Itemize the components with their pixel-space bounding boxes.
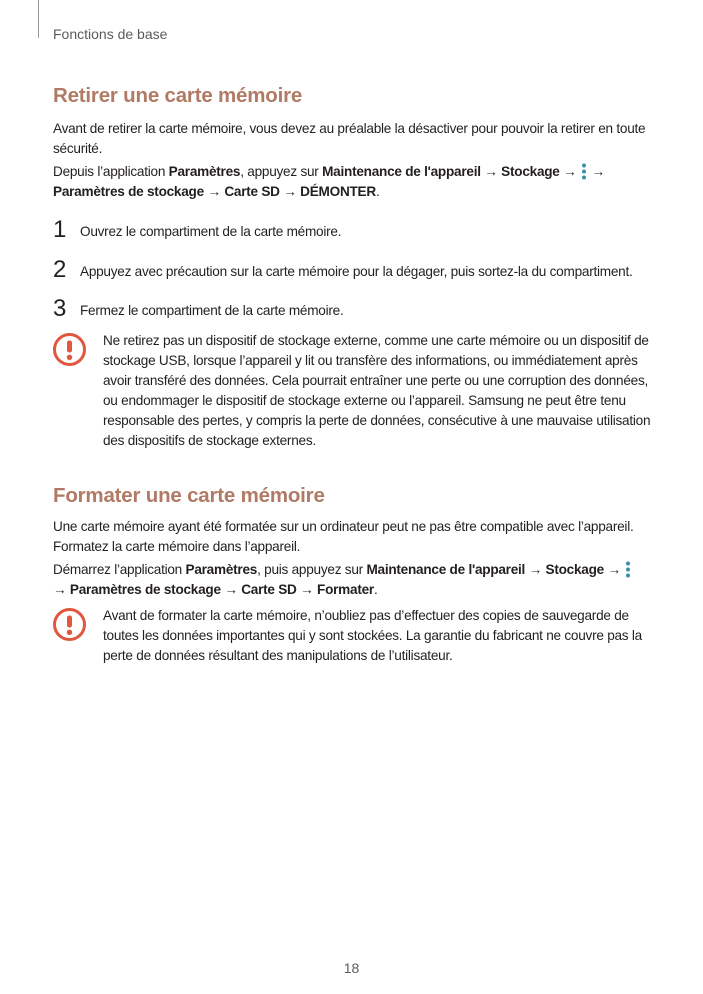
- intro-paragraph: Avant de retirer la carte mémoire, vous devez au préalable la désactiver pour pouvoir la retirer en toute sécurité.: [53, 121, 646, 156]
- more-options-icon: [581, 163, 587, 180]
- page-number: 18: [343, 960, 360, 976]
- page-corner-mark: [38, 0, 39, 38]
- section-title: Retirer une carte mémoire: [53, 84, 303, 107]
- warning-icon: [53, 608, 86, 641]
- step-number: 3: [53, 295, 67, 322]
- section-header: Fonctions de base: [53, 26, 168, 42]
- step-text: Fermez le compartiment de la carte mémoire.: [80, 303, 344, 318]
- step-number: 2: [53, 256, 67, 283]
- more-options-icon: [625, 561, 631, 578]
- section-format-card: [53, 484, 653, 666]
- warning-note: [53, 606, 653, 666]
- warning-icon: [53, 333, 86, 366]
- warning-text: Avant de formater la carte mémoire, n’oubliez pas d’effectuer des copies de sauvegarde de toutes les données importantes qui y sont stockées. La garantie du fabricant ne couvre pas la perte de données résultant des manipulations de l’utilisateur.: [103, 608, 642, 663]
- step-text: Ouvrez le compartiment de la carte mémoire.: [80, 224, 342, 239]
- settings-path: Démarrez l’application Paramètres, puis appuyez sur Maintenance de l'appareil → Stockage → → Paramètres de stockage → Carte SD → Formater.: [53, 560, 653, 600]
- warning-note: [53, 331, 653, 451]
- settings-path: Depuis l’application Paramètres, appuyez sur Maintenance de l'appareil → Stockage → → Paramètres de stockage → Carte SD → DÉMONTER.: [53, 164, 605, 199]
- section-remove-card: [53, 84, 653, 451]
- step-item: [53, 295, 653, 322]
- intro-paragraph: Une carte mémoire ayant été formatée sur un ordinateur peut ne pas être compatible avec l’appareil. Formatez la carte mémoire dans l’appareil.: [53, 519, 634, 554]
- step-number: 1: [53, 216, 67, 243]
- step-item: [53, 216, 653, 243]
- section-title: Formater une carte mémoire: [53, 484, 325, 507]
- step-item: [53, 256, 653, 283]
- step-text: Appuyez avec précaution sur la carte mémoire pour la dégager, puis sortez-la du compartiment.: [80, 264, 633, 279]
- warning-text: Ne retirez pas un dispositif de stockage externe, comme une carte mémoire ou un dispositif de stockage USB, lorsque l’appareil y lit ou transfère des informations, ou immédiatement après avoir transféré des données. Cela pourrait entraîner une perte ou une corruption des données, ou endommager le dispositif de stockage externe ou l’appareil. Samsung ne peut être tenu responsable des pertes, y compris la perte de données, consécutive à une mauvaise utilisation des dispositifs de stockage externes.: [103, 333, 651, 448]
